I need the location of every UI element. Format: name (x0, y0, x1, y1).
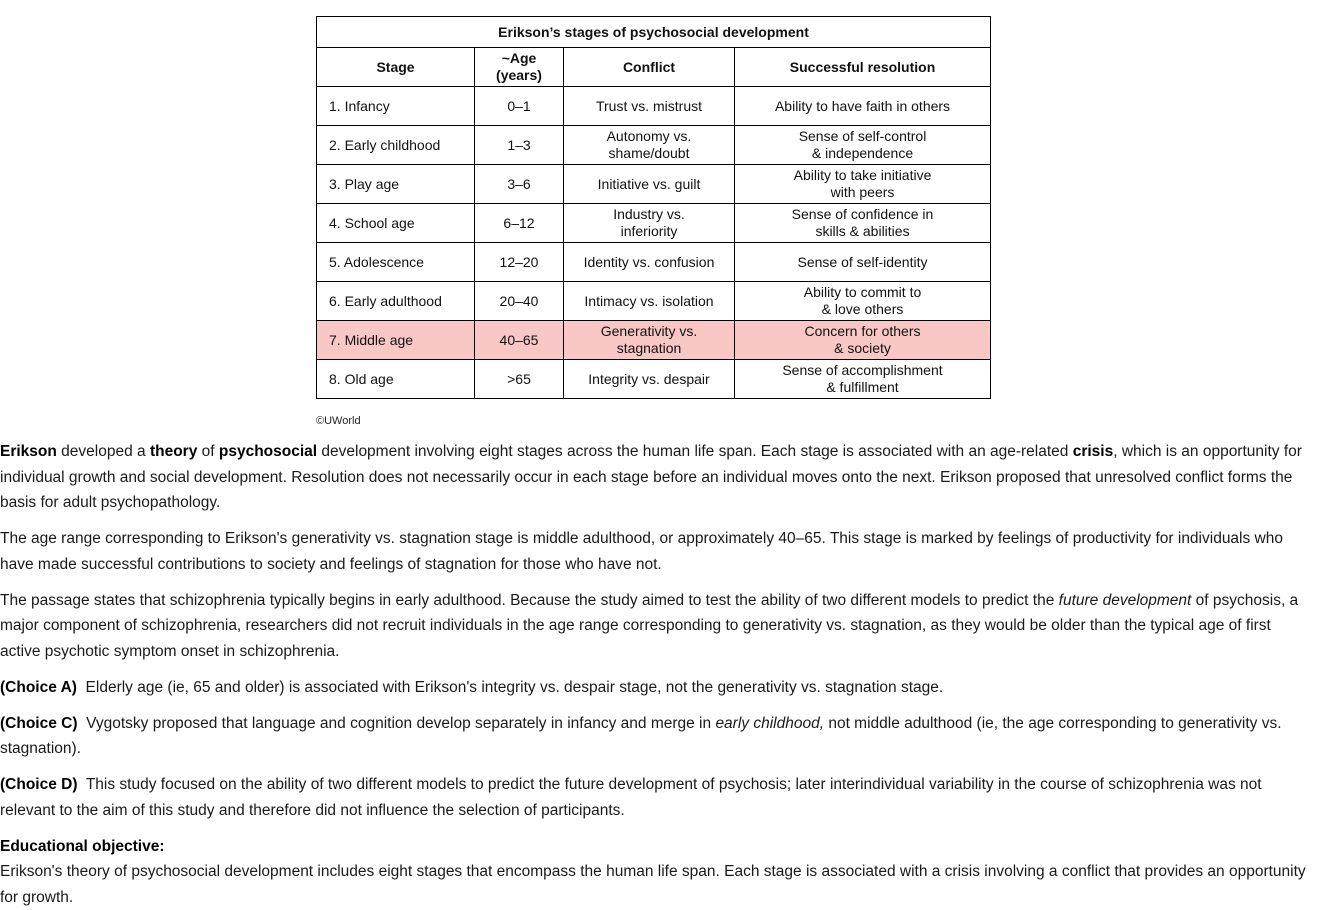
cell-resolution (735, 165, 991, 204)
cell-age: 12–20 (475, 243, 564, 282)
cell-stage: 1. Infancy (317, 87, 475, 126)
cell-conflict-line1: Identity vs. confusion (583, 253, 715, 270)
cell-stage: 4. School age (317, 204, 475, 243)
cell-stage: 7. Middle age (317, 321, 475, 360)
term-crisis: crisis (1072, 443, 1114, 460)
cell-resolution-line1: Sense of self-identity (797, 253, 928, 270)
cell-resolution-line1: Sense of accomplishment (782, 362, 943, 378)
cell-conflict-line2: shame/doubt (608, 145, 690, 161)
cell-age: 1–3 (475, 126, 564, 165)
cell-conflict-line2: stagnation (616, 340, 682, 356)
header-resolution: Successful resolution (735, 48, 991, 87)
cell-stage: 3. Play age (317, 165, 475, 204)
cell-resolution-line1: Ability to have faith in others (774, 97, 951, 114)
cell-conflict (564, 165, 735, 204)
cell-conflict (564, 126, 735, 165)
cell-resolution-line2: & independence (811, 145, 914, 161)
cell-resolution (735, 360, 991, 399)
cell-age: 20–40 (475, 282, 564, 321)
cell-conflict-line1: Initiative vs. guilt (597, 175, 701, 192)
cell-resolution-line2: & society (834, 340, 891, 356)
choice-a-explanation: (Choice A) Elderly age (ie, 65 and older) is associated with Erikson's integrity vs. despair stage, not the generativity vs. stagnation stage. (0, 678, 944, 696)
table-title: Erikson’s stages of psychosocial development (317, 17, 991, 48)
cell-resolution-line1: Sense of confidence in (791, 206, 934, 222)
cell-resolution-line1: Concern for others (804, 323, 921, 339)
cell-stage: 2. Early childhood (317, 126, 475, 165)
term-psychosocial: psychosocial (218, 443, 318, 460)
cell-resolution-line1: Sense of self-control (798, 128, 927, 144)
choice-c-explanation: (Choice C) Vygotsky proposed that language and cognition develop separately in infancy and merge in early childhood, not middle adulthood (ie, the age corresponding to generativity vs. stagnation). (0, 714, 1282, 757)
explanation-text (0, 439, 1312, 910)
table-header-row (317, 48, 991, 87)
cell-resolution-line2: skills & abilities (815, 223, 910, 239)
emphasis-early-childhood: early childhood, (715, 714, 825, 732)
emphasis-future-development: future development (1058, 591, 1192, 609)
copyright-notice: ©UWorld (316, 415, 361, 427)
explanation-paragraph-1: Erikson developed a theory of psychosocial development involving eight stages across the human life span. Each stage is associated with an age-related crisis, which is an opportunity for individual growth and social development. Resolution does not necessarily occur in each stage before an individual moves onto the next. Erikson proposed that unresolved conflict forms the basis for adult psychopathology. (0, 443, 1302, 511)
cell-stage: 5. Adolescence (317, 243, 475, 282)
cell-resolution (735, 204, 991, 243)
term-erikson: Erikson (0, 443, 57, 460)
header-conflict: Conflict (564, 48, 735, 87)
term-theory: theory (149, 443, 198, 460)
cell-resolution (735, 321, 991, 360)
table-row (317, 165, 991, 204)
cell-age: 3–6 (475, 165, 564, 204)
choice-d-label: (Choice D) (0, 776, 78, 793)
header-age-line1: ~Age (501, 50, 537, 66)
table-row (317, 360, 991, 399)
cell-conflict-line1: Intimacy vs. isolation (584, 292, 714, 309)
explanation-paragraph-3: The passage states that schizophrenia typically begins in early adulthood. Because the study aimed to test the ability of two different models to predict the future development of psychosis, a major component of schizophrenia, researchers did not recruit individuals in the age range corresponding to generativity vs. stagnation, as they would be older than the typical age of first active psychotic symptom onset in schizophrenia. (0, 591, 1299, 660)
cell-stage: 6. Early adulthood (317, 282, 475, 321)
cell-conflict-line1: Industry vs. (613, 206, 685, 222)
cell-conflict-line1: Trust vs. mistrust (595, 97, 703, 114)
cell-resolution-line1: Ability to take initiative (793, 167, 932, 183)
header-stage: Stage (317, 48, 475, 87)
educational-objective-heading: Educational objective: (0, 837, 165, 855)
cell-conflict (564, 87, 735, 126)
table-row (317, 87, 991, 126)
cell-age: 0–1 (475, 87, 564, 126)
explanation-paragraph-2: The age range corresponding to Erikson's generativity vs. stagnation stage is middle adulthood, or approximately 40–65. This stage is marked by feelings of productivity for individuals who have made successful contributions to society and feelings of stagnation for those who have not. (0, 530, 1283, 573)
cell-conflict (564, 243, 735, 282)
choice-a-label: (Choice A) (0, 678, 77, 696)
cell-resolution-line1: Ability to commit to (803, 284, 922, 300)
cell-conflict (564, 282, 735, 321)
cell-resolution (735, 126, 991, 165)
header-age-line2: (years) (496, 67, 542, 83)
table-row (317, 126, 991, 165)
cell-conflict (564, 204, 735, 243)
erikson-stages-table (316, 16, 991, 399)
cell-age: >65 (475, 360, 564, 399)
cell-age: 6–12 (475, 204, 564, 243)
educational-objective-text: Erikson's theory of psychosocial development includes eight stages that encompass the human life span. Each stage is associated with a crisis involving a conflict that provides an opportunity for growth. (0, 863, 1306, 906)
cell-conflict-line2: inferiority (620, 223, 678, 239)
table-row (317, 282, 991, 321)
choice-c-label: (Choice C) (0, 714, 78, 732)
choice-d-explanation: (Choice D) This study focused on the ability of two different models to predict the future development of psychosis; later interindividual variability in the course of schizophrenia was not relevant to the aim of this study and therefore did not influence the selection of participants. (0, 776, 1266, 819)
cell-conflict-line1: Generativity vs. (600, 323, 698, 339)
cell-stage: 8. Old age (317, 360, 475, 399)
cell-resolution (735, 282, 991, 321)
cell-resolution (735, 87, 991, 126)
cell-conflict (564, 321, 735, 360)
cell-resolution-line2: & fulfillment (826, 379, 899, 395)
cell-conflict-line1: Integrity vs. despair (588, 370, 710, 387)
table-row (317, 243, 991, 282)
cell-conflict (564, 360, 735, 399)
table-row (317, 204, 991, 243)
cell-resolution-line2: & love others (821, 301, 904, 317)
cell-conflict-line1: Autonomy vs. (606, 128, 692, 144)
erikson-table-figure (316, 16, 990, 399)
cell-resolution-line2: with peers (830, 184, 895, 200)
table-row (317, 321, 991, 360)
header-age (475, 48, 564, 87)
cell-resolution (735, 243, 991, 282)
cell-age: 40–65 (475, 321, 564, 360)
